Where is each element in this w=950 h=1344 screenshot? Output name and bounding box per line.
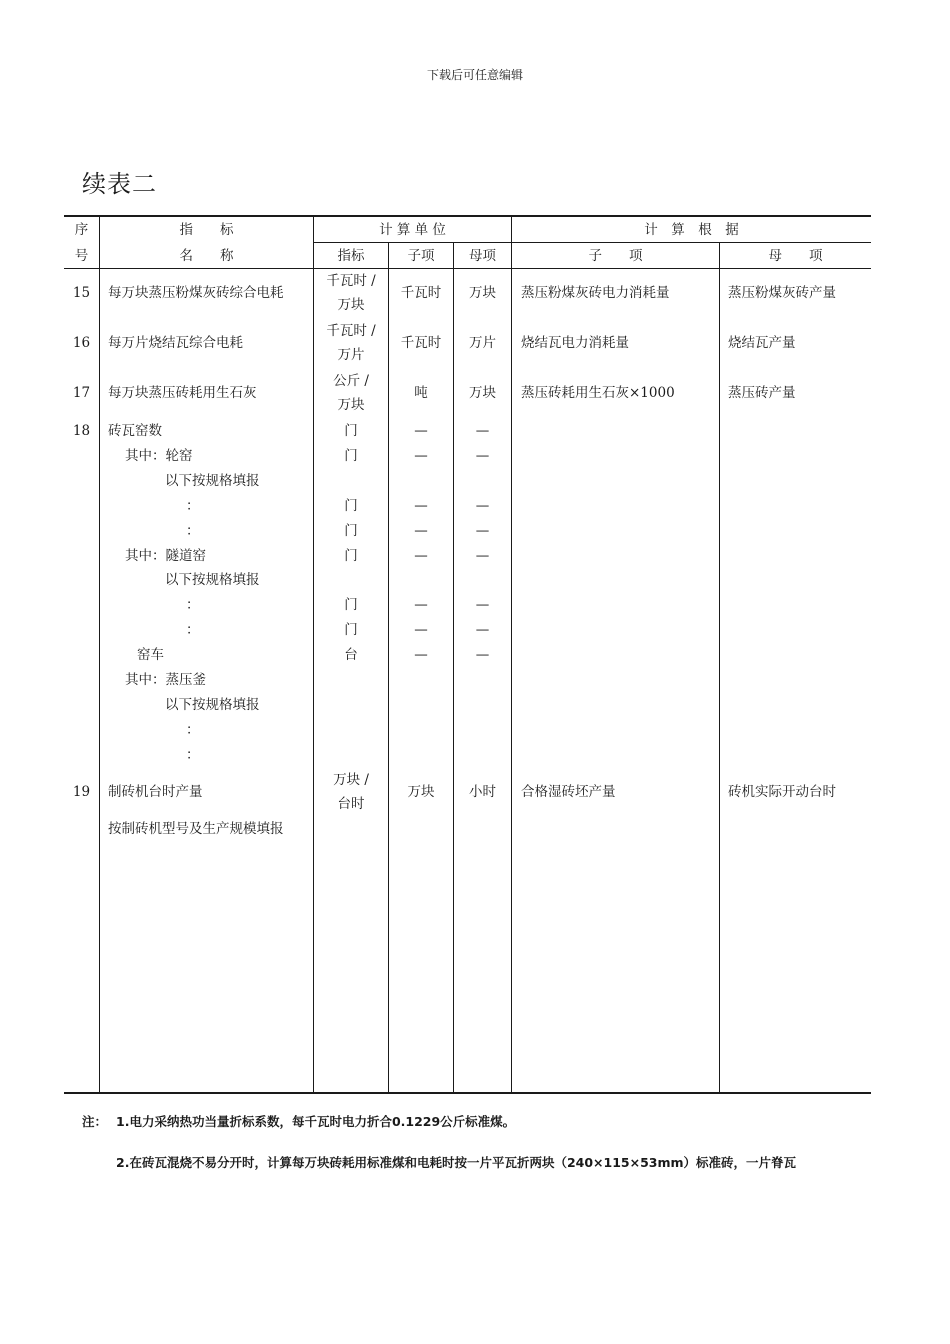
- header-unit-parent: 母项: [469, 248, 496, 264]
- col-rule-1: [99, 215, 100, 1094]
- kiln-row-sub: —: [414, 423, 428, 439]
- header-basis-sub: 子 项: [588, 248, 643, 264]
- kiln-row-unit: 门: [344, 597, 358, 614]
- col-rule-5: [511, 215, 512, 1094]
- row-name: 每万片烧结瓦综合电耗: [108, 335, 243, 351]
- row-unit-line1: 千瓦时 /: [326, 273, 376, 289]
- kiln-row-sub: —: [414, 647, 428, 664]
- header-unit-index: 指标: [337, 248, 365, 264]
- header-seq-bottom: 号: [74, 248, 89, 264]
- header-basis-group: 计 算 根 据: [644, 222, 739, 238]
- kiln-row-name: ：: [186, 746, 200, 763]
- kiln-row-parent: —: [475, 547, 490, 564]
- kiln-row-sub: —: [414, 497, 428, 514]
- kiln-row-unit: 门: [344, 522, 358, 539]
- header-basis-parent: 母 项: [768, 248, 823, 264]
- row-parent-unit: 万块: [469, 385, 496, 401]
- row-basis-parent: 烧结瓦产量: [728, 335, 796, 351]
- kiln-row-unit: 门: [344, 622, 358, 639]
- kiln-row-name: 窑车: [137, 647, 164, 664]
- note-1: 1.电力采纳热功当量折标系数，每千瓦时电力折合0.1229公斤标准煤。: [116, 1114, 516, 1129]
- row-basis-sub: 蒸压粉煤灰砖电力消耗量: [521, 285, 670, 301]
- row19-basis-parent: 砖机实际开动台时: [728, 784, 836, 800]
- kiln-row-sub: —: [414, 522, 428, 539]
- row19-unit-line2: 台时: [337, 796, 365, 812]
- row-basis-parent: 蒸压粉煤灰砖产量: [728, 285, 836, 301]
- row-name: 每万块蒸压粉煤灰砖综合电耗: [108, 285, 284, 301]
- row-sub-unit: 吨: [414, 385, 428, 401]
- row19-name-note: 按制砖机型号及生产规模填报: [108, 821, 284, 837]
- header-seq-top: 序: [74, 222, 89, 238]
- col-rule-6: [719, 242, 720, 1094]
- row19-parent-unit: 小时: [469, 784, 496, 800]
- kiln-row-name: ：: [186, 522, 200, 539]
- row-basis-sub: 烧结瓦电力消耗量: [521, 335, 629, 351]
- notes-label: 注：: [82, 1114, 108, 1129]
- header-unit-group: 计 算 单 位: [379, 222, 446, 238]
- kiln-row-sub: —: [414, 547, 428, 564]
- kiln-row-sub: —: [414, 447, 428, 464]
- row-unit-line2: 万片: [337, 347, 365, 363]
- kiln-row-sub: —: [414, 622, 428, 639]
- page-header-note: 下载后可任意编辑: [426, 68, 523, 82]
- row-unit-line1: 千瓦时 /: [326, 323, 376, 339]
- note-2: 2.在砖瓦混烧不易分开时，计算每万块砖耗用标准煤和电耗时按一片平瓦折两块（240×115×53mm）标准砖，一片脊瓦: [116, 1155, 797, 1170]
- kiln-row-unit: 台: [344, 647, 358, 664]
- kiln-row-name: 其中：隧道窑: [125, 547, 206, 564]
- kiln-row-sub: —: [414, 597, 428, 614]
- row-parent-unit: 万块: [469, 285, 496, 301]
- kiln-row-name: 其中：轮窑: [125, 447, 193, 464]
- data-table: [64, 215, 871, 1094]
- kiln-row-unit: 门: [344, 447, 358, 464]
- header-name-top: 指 标: [179, 222, 234, 238]
- row-unit-line2: 万块: [337, 297, 365, 313]
- row-basis-parent: 蒸压砖产量: [728, 385, 796, 401]
- row-seq: 17: [72, 385, 91, 401]
- kiln-row-name: 砖瓦窑数: [108, 423, 162, 439]
- kiln-row-unit: 门: [344, 423, 358, 439]
- table-bottom-rule: [64, 1092, 871, 1094]
- kiln-row-name: ：: [186, 497, 200, 514]
- kiln-row-unit: 门: [344, 547, 358, 564]
- row19-unit-line1: 万块 /: [333, 772, 369, 788]
- kiln-row-parent: —: [475, 497, 490, 514]
- kiln-row-seq: 18: [72, 423, 91, 439]
- page-title: 续表二: [82, 170, 157, 198]
- row-sub-unit: 千瓦时: [400, 335, 442, 351]
- kiln-row-name: 其中：蒸压釜: [125, 672, 206, 688]
- row-parent-unit: 万片: [469, 335, 496, 351]
- row-name: 每万块蒸压砖耗用生石灰: [108, 385, 257, 401]
- kiln-row-name: ：: [186, 721, 200, 738]
- kiln-row-parent: —: [475, 597, 490, 614]
- row-seq: 15: [72, 285, 91, 301]
- kiln-row-parent: —: [475, 423, 490, 439]
- row19-name: 制砖机台时产量: [108, 784, 203, 800]
- row-sub-unit: 千瓦时: [400, 285, 442, 301]
- row-unit-line1: 公斤 /: [333, 373, 369, 389]
- kiln-row-unit: 门: [344, 497, 358, 514]
- row-unit-line2: 万块: [337, 397, 365, 413]
- kiln-row-name: ：: [186, 622, 200, 639]
- row-seq: 16: [72, 335, 91, 351]
- kiln-row-parent: —: [475, 522, 490, 539]
- kiln-row-name: 以下按规格填报: [165, 696, 260, 713]
- row-basis-sub: 蒸压砖耗用生石灰×1000: [521, 385, 675, 401]
- header-unit-sub: 子项: [407, 248, 435, 264]
- header-name-bottom: 名 称: [179, 248, 234, 264]
- row19-basis-sub: 合格湿砖坯产量: [521, 784, 616, 800]
- kiln-row-parent: —: [475, 647, 490, 664]
- row19-seq: 19: [72, 784, 91, 800]
- row19-sub-unit: 万块: [407, 784, 435, 800]
- kiln-row-parent: —: [475, 447, 490, 464]
- kiln-row-parent: —: [475, 622, 490, 639]
- kiln-row-name: ：: [186, 597, 200, 614]
- kiln-row-name: 以下按规格填报: [165, 472, 260, 489]
- kiln-row-name: 以下按规格填报: [165, 572, 260, 589]
